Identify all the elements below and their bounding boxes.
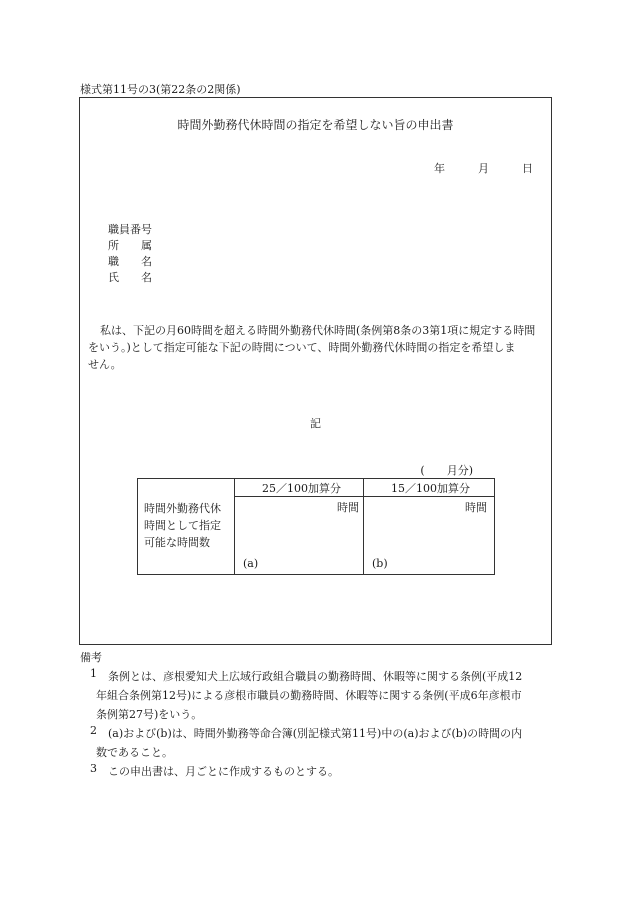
note-number: 2 [90, 724, 97, 737]
note-item-2-cont [96, 743, 551, 762]
table-divider [363, 479, 364, 574]
note-line: 条例とは、彦根愛知犬上広域行政組合職員の勤務時間、休暇等に関する条例(平成12 [108, 670, 523, 683]
document-title: 時間外勤務代休時間の指定を希望しない旨の申出書 [177, 118, 454, 132]
date-line [434, 160, 533, 176]
note-item-3 [108, 762, 548, 781]
col2-header: 15／100加算分 [391, 482, 470, 495]
form-number: 様式第11号の3(第22条の2関係) [80, 83, 241, 96]
col2-note: (b) [372, 557, 388, 570]
month-label: ( 月分) [420, 464, 473, 477]
row-header-line: 可能な時間数 [144, 536, 210, 549]
note-item-2 [108, 724, 548, 743]
note-item-1 [108, 667, 548, 686]
note-line: この申出書は、月ごとに作成するものとする。 [108, 765, 339, 778]
form-frame [79, 97, 552, 645]
note-line: 条例第27号)をいう。 [96, 708, 203, 721]
field-department: 所 属 [108, 239, 152, 252]
field-position: 職 名 [108, 255, 152, 268]
note-line: 数であること。 [96, 746, 173, 759]
note-number: 1 [90, 667, 97, 680]
note-line: 年組合条例第12号)による彦根市職員の勤務時間、休暇等に関する条例(平成6年彦根市 [96, 689, 522, 702]
note-number: 3 [90, 762, 97, 775]
date-month: 月 [478, 162, 489, 175]
row-header-line: 時間として指定 [144, 519, 221, 532]
hours-table [137, 478, 495, 575]
date-day: 日 [522, 162, 533, 175]
table-divider [234, 479, 235, 574]
field-name: 氏 名 [108, 271, 152, 284]
notes-title: 備考 [80, 651, 102, 664]
ki-label: 記 [310, 417, 321, 430]
date-year: 年 [434, 162, 445, 175]
col1-unit: 時間 [337, 501, 359, 514]
table-row-header [144, 500, 221, 551]
declaration-paragraph [88, 322, 546, 373]
row-header-line: 時間外勤務代休 [144, 502, 221, 515]
paragraph-line: をいう。)として指定可能な下記の時間について、時間外勤務代休時間の指定を希望しま [88, 341, 516, 354]
col1-header: 25／100加算分 [262, 482, 341, 495]
note-item-1-cont [96, 686, 551, 724]
col2-unit: 時間 [465, 501, 487, 514]
paragraph-line: 私は、下記の月60時間を超える時間外勤務代休時間(条例第8条の3第1項に規定する時間 [100, 324, 536, 337]
col1-note: (a) [243, 557, 259, 570]
note-line: (a)および(b)は、時間外勤務等命合簿(別記様式第11号)中の(a)および(b)の時間の内 [108, 727, 523, 740]
table-divider [234, 496, 494, 497]
paragraph-line: せん。 [88, 358, 122, 371]
field-employee-number: 職員番号 [108, 223, 152, 236]
